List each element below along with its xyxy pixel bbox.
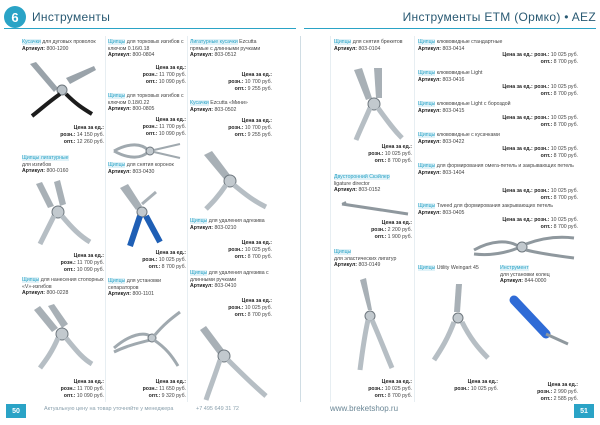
left-header-rule: [4, 28, 296, 29]
price-block: Цена за ед.: розн.: 11 700 руб. опт.: 10 090 руб.: [60, 253, 104, 273]
website-link[interactable]: www.breketshop.ru: [330, 404, 399, 413]
column-divider: [330, 36, 331, 402]
product-article: Артикул: 803-0512: [190, 52, 237, 59]
price-block: Цена за ед.: розн.: 10 025 руб. опт.: 8 700 руб.: [368, 144, 412, 164]
product-card: [500, 265, 578, 285]
product-article: Артикул: 803-0502: [190, 106, 237, 113]
product-name: Кусачки для дуговых проволок: [22, 39, 96, 45]
price-block: Цена за ед.: розн.: 10 025 руб. опт.: 8 700 руб.: [228, 298, 272, 318]
bird-beak-pliers-image: [472, 232, 576, 262]
product-article: Артикул: 803-0104: [334, 45, 381, 52]
price-block: Цена за ед.: розн.: 10 025 руб. опт.: 8 700 руб.: [502, 188, 578, 201]
price-block: Цена за ед.: розн.: 11 700 руб. опт.: 10 090 руб.: [142, 65, 186, 85]
product-article: Артикул: 803-0149: [334, 262, 381, 269]
product-article: Артикул: 803-0416: [418, 76, 465, 83]
separator-pliers-image: [110, 304, 182, 370]
product-name: Щипцы клювовидные с кусачками: [418, 132, 500, 138]
price-block: Цена за ед.: розн.: 10 700 руб. опт.: 9 255 руб.: [228, 72, 272, 92]
product-card: [22, 155, 104, 175]
product-card: [108, 278, 186, 298]
product-card: [418, 101, 578, 114]
price-note: Актуальную цену на товар уточняйте у менеджера: [44, 406, 174, 412]
right-page-header: [304, 4, 596, 30]
price-block: Цена за ед.: розн.: 2 990 руб. опт.: 2 585 руб.: [537, 382, 578, 402]
product-name: Щипцы для нанесения стопорных «V»-изгибов: [22, 277, 104, 290]
product-name: Щипцы для торковых изгибов с ключом 0.18/0.22: [108, 93, 184, 106]
product-name: Щипцы Тweed для формирования закрывающих петель: [418, 203, 554, 209]
product-article: Артикул: 803-1404: [418, 169, 465, 176]
product-name: Щипцы для удаления адгезива: [190, 218, 265, 224]
product-card: [334, 174, 412, 194]
product-name: Щипцы Utility Weingart 45: [418, 265, 479, 271]
product-article: Артикул: 803-0405: [418, 209, 465, 216]
product-name: Щипцы клювовидные Light с бороздой: [418, 101, 511, 107]
phone-number: +7 495 649 31 72: [196, 406, 239, 412]
price-block: Цена за ед.: розн.: 10 025 руб. опт.: 8 700 руб.: [502, 146, 578, 159]
price-block: Цена за ед.: розн.: 10 700 руб. опт.: 9 255 руб.: [228, 118, 272, 138]
column-divider: [187, 36, 188, 402]
price-block: Цена за ед.: розн.: 11 650 руб. опт.: 9 320 руб.: [142, 379, 186, 399]
product-name: Щипцы для снятия коронок: [108, 162, 174, 168]
price-block: Цена за ед.: розн.: 11 700 руб. опт.: 10 090 руб.: [60, 379, 104, 399]
price-block: Цена за ед.: розн.: 10 025 руб. опт.: 8 700 руб.: [142, 250, 186, 270]
product-card: [190, 100, 272, 113]
left-page-header: [4, 4, 296, 30]
column-divider: [105, 36, 106, 402]
product-name: Щипцы для снятия брекетов: [334, 39, 403, 45]
product-card: [108, 39, 186, 59]
right-header-rule: [304, 28, 596, 29]
price-block: Цена за ед.: розн.: 2 200 руб. опт.: 1 900 руб.: [371, 220, 412, 240]
product-card: [418, 265, 498, 272]
product-card: [334, 39, 412, 52]
product-article: Артикул: 803-0210: [190, 224, 237, 231]
price-block: Цена за ед.: розн.: 10 025 руб. опт.: 8 700 руб.: [228, 240, 272, 260]
product-name: Щипцы для торковых изгибов с ключом 0.16/0.18: [108, 39, 184, 52]
band-seater-image: [506, 294, 576, 350]
product-card: [22, 277, 104, 297]
crown-remover-image: [112, 180, 182, 250]
product-article: Артикул: 800-0228: [22, 290, 69, 297]
product-article: Артикул: 800-1101: [108, 291, 155, 298]
product-name: Щипцы для эластических лигатур: [334, 249, 397, 262]
product-card: [190, 39, 272, 59]
price-block: Цена за ед.: розн.: 10 025 руб. опт.: 8 700 руб.: [502, 115, 578, 128]
product-name: Двусторонний Скэйлер ligature director: [334, 174, 390, 187]
product-card: [334, 249, 412, 269]
product-name: Щипцы для установки сепараторов: [108, 278, 162, 291]
price-block: Цена за ед.: розн.: 10 025 руб. опт.: 8 700 руб.: [368, 379, 412, 399]
product-name: Щипцы для удаления адгезива с длинными ручками: [190, 270, 269, 283]
price-block: Цена за ед.: розн.: 11 700 руб. опт.: 10 090 руб.: [142, 117, 186, 137]
price-block: Цена за ед.: розн.: 10 025 руб.: [454, 379, 498, 392]
bracket-remover-image: [340, 66, 410, 142]
ligature-pliers-image: [26, 178, 98, 248]
adhesive-remover-image: [192, 322, 272, 402]
product-article: Артикул: 844-0000: [500, 278, 547, 285]
product-card: [418, 163, 578, 176]
product-name: Щипцы лигатурные для изгибов: [22, 155, 69, 168]
product-article: Артикул: 800-0805: [108, 106, 155, 113]
right-page-title: Инструменты ETM (Ормко) • AEZ: [402, 10, 596, 24]
section-number: 6: [4, 6, 26, 28]
v-bend-pliers-image: [26, 302, 98, 372]
torque-pliers-image: [112, 138, 182, 164]
product-card: [190, 218, 272, 231]
price-block: Цена за ед.: розн.: 10 025 руб. опт.: 8 700 руб.: [502, 84, 578, 97]
scaler-image: [340, 200, 410, 218]
product-article: Артикул: 803-0415: [418, 107, 465, 114]
product-card: [418, 39, 578, 52]
elastic-ligature-pliers-image: [338, 276, 410, 372]
product-card: [418, 203, 578, 216]
product-article: Артикул: 803-0430: [108, 168, 155, 175]
product-card: [22, 39, 104, 52]
product-article: Артикул: 800-1200: [22, 45, 69, 52]
left-page-title: Инструменты: [32, 10, 111, 24]
product-name: Щипцы клювовидные Light: [418, 70, 483, 76]
product-card: [108, 162, 186, 175]
column-divider: [414, 36, 415, 402]
product-card: [418, 132, 578, 145]
price-block: Цена за ед.: розн.: 10 025 руб. опт.: 8 700 руб.: [502, 52, 578, 65]
product-name: Щипцы клювовидные стандартные: [418, 39, 503, 45]
product-name: Инструмент для установки колец: [500, 265, 550, 278]
cutter-pliers-image: [26, 58, 98, 120]
page-gutter: [300, 36, 301, 402]
price-block: Цена за ед.: розн.: 10 025 руб. опт.: 8 700 руб.: [502, 217, 578, 230]
left-page-number: 50: [6, 404, 26, 418]
product-article: Артикул: 803-0152: [334, 187, 381, 194]
product-article: Артикул: 803-0410: [190, 283, 237, 290]
product-name: Лигатурные кусачки Ezcutta прямые с длинными ручками: [190, 39, 261, 52]
product-card: [190, 270, 272, 290]
right-page-number: 51: [574, 404, 594, 418]
product-card: [108, 93, 186, 113]
price-block: Цена за ед.: розн.: 14 150 руб. опт.: 12 260 руб.: [60, 125, 104, 145]
product-article: Артикул: 800-0160: [22, 168, 69, 175]
weingart-pliers-image: [422, 282, 496, 362]
product-article: Артикул: 803-0414: [418, 45, 465, 52]
product-name: Щипцы для формирования омега-петель и закрывающих петель: [418, 163, 574, 169]
ezcutta-image: [194, 145, 270, 211]
product-article: Артикул: 803-0422: [418, 138, 465, 145]
product-article: Артикул: 800-0804: [108, 52, 155, 59]
product-card: [418, 70, 578, 83]
product-name: Кусачки Ezcutta «Мини»: [190, 100, 248, 106]
